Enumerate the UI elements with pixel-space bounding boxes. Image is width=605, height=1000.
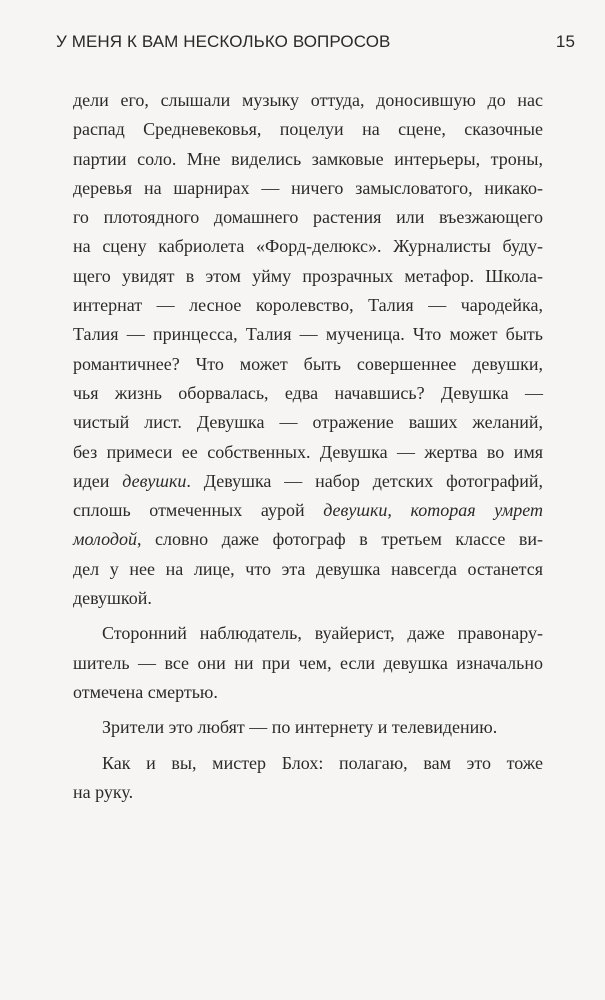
text-line: на сцену кабриолета «Форд-делюкс». Журналисты буду- — [73, 236, 543, 257]
running-title: У МЕНЯ К ВАМ НЕСКОЛЬКО ВОПРОСОВ — [56, 32, 391, 51]
paragraph-3 — [73, 713, 543, 742]
text-line: распад Средневековья, поцелуи на сцене, сказочные — [73, 119, 543, 140]
text-line: Сторонний наблюдатель, вуайерист, даже правонару- — [102, 623, 543, 644]
italic-run: девушки — [122, 470, 187, 491]
text-run: , словно даже фотограф в третьем классе ви- — [136, 529, 543, 550]
text-line: чья жизнь оборвалась, едва начавшись? Девушка — — [73, 382, 543, 403]
text-line — [73, 467, 543, 496]
text-line: шитель — все они ни при чем, если девушка изначально — [73, 652, 543, 673]
text-line: без примеси ее собственных. Девушка — жертва во имя — [73, 441, 543, 462]
text-run: . Девушка — набор детских фотографий, — [186, 470, 543, 491]
text-line: интернат — лесное королевство, Талия — чародейка, — [73, 295, 543, 316]
paragraph-4 — [73, 749, 543, 808]
text-line: щего увидят в этом уйму прозрачных метафор. Школа- — [73, 265, 543, 286]
text-line: чистый лист. Девушка — отражение ваших желаний, — [73, 412, 543, 433]
text-run: сплошь отмеченных аурой — [73, 500, 324, 521]
text-line: дел у нее на лице, что эта девушка навсегда останется — [73, 558, 543, 579]
text-line: деревья на шарнирах — ничего замысловатого, никако- — [73, 177, 543, 198]
paragraph-1 — [73, 86, 543, 613]
text-line: девушкой. — [73, 588, 152, 609]
text-line — [73, 496, 543, 525]
text-run: идеи — [73, 470, 123, 491]
text-line: дели его, слышали музыку оттуда, доносившую до нас — [73, 90, 543, 110]
text-line: го плотоядного домашнего растения или въезжающего — [73, 207, 543, 228]
italic-run: молодой — [73, 529, 137, 550]
text-line: партии соло. Мне виделись замковые интерьеры, троны, — [73, 148, 543, 169]
text-line: на руку. — [73, 781, 134, 802]
text-line: отмечена смертью. — [73, 681, 218, 702]
italic-run: девушки, которая умрет — [323, 500, 543, 521]
text-line: Талия — принцесса, Талия — мученица. Что может быть — [73, 324, 543, 345]
text-line: романтичнее? Что может быть совершеннее девушки, — [73, 353, 543, 374]
paragraph-2 — [73, 619, 543, 707]
text-line: Зрители это любят — по интернету и телевидению. — [102, 717, 498, 738]
body-text — [73, 86, 543, 807]
text-line — [73, 525, 543, 554]
running-head — [56, 26, 575, 58]
page-number: 15 — [555, 32, 575, 51]
text-line: Как и вы, мистер Блох: полагаю, вам это тоже — [102, 752, 543, 773]
